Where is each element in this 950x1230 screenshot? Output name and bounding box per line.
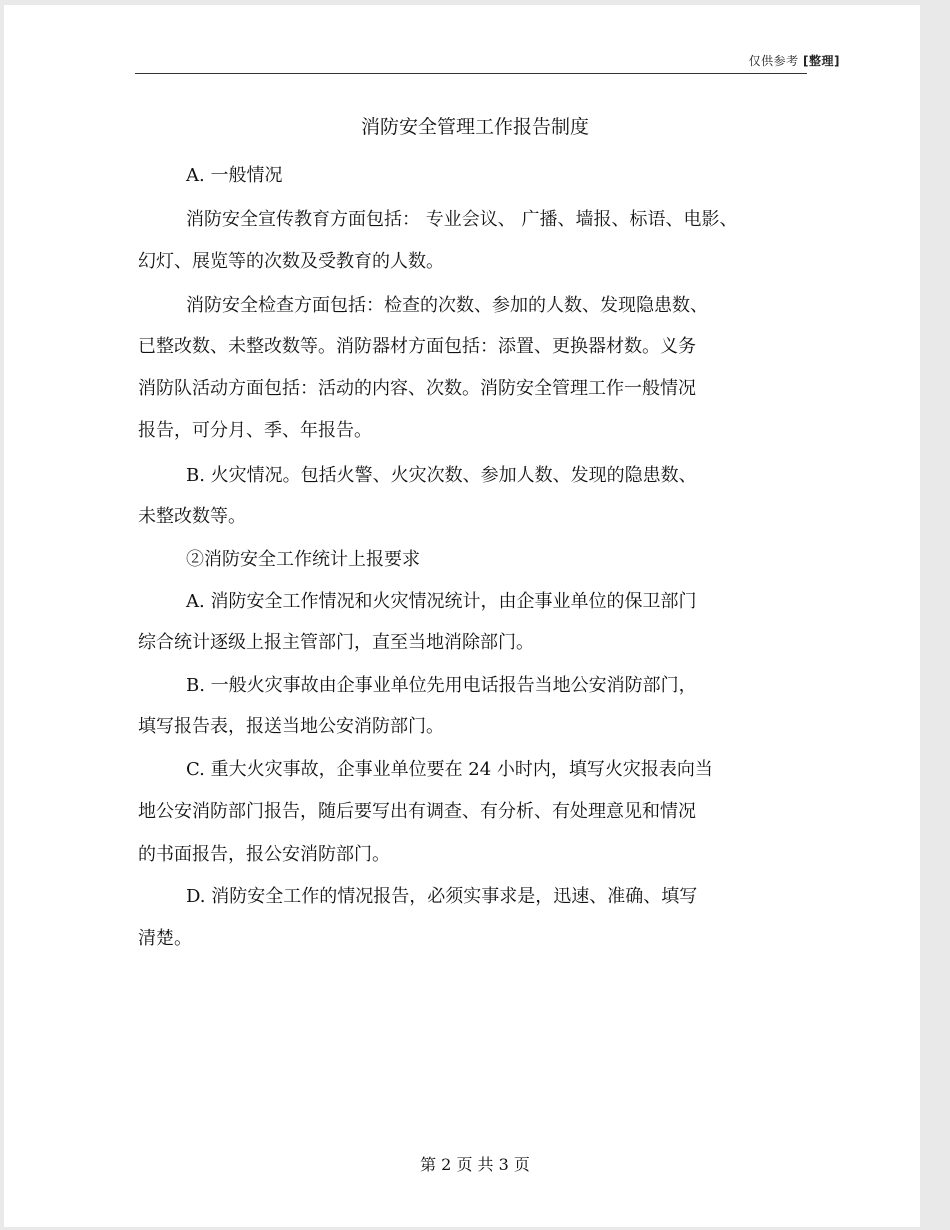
- paragraph-line: 未整改数等。: [138, 506, 246, 527]
- paragraph-line: C. 重大火灾事故，企事业单位要在 24 小时内，填写火灾报表向当: [186, 759, 713, 780]
- paragraph-line: D. 消防安全工作的情况报告，必须实事求是，迅速、准确、填写: [186, 886, 698, 907]
- paragraph-line: 幻灯、展览等的次数及受教育的人数。: [138, 251, 444, 272]
- document-page: [4, 5, 920, 1227]
- header-note-text: 仅供参考: [748, 54, 799, 68]
- paragraph-line: B. 一般火灾事故由企事业单位先用电话报告当地公安消防部门，: [186, 675, 697, 696]
- paragraph-line: B. 火灾情况。包括火警、火灾次数、参加人数、发现的隐患数、: [186, 465, 697, 486]
- document-title: 消防安全管理工作报告制度: [360, 116, 589, 138]
- paragraph-line: 消防安全检查方面包括：检查的次数、参加的人数、发现隐患数、: [186, 295, 708, 316]
- header-note-tag: [整理]: [803, 54, 840, 68]
- section-heading-2: ②消防安全工作统计上报要求: [186, 549, 420, 570]
- paragraph-line: 已整改数、未整改数等。消防器材方面包括：添置、更换器材数。义务: [138, 336, 696, 357]
- paragraph-line: 填写报告表，报送当地公安消防部门。: [138, 716, 444, 737]
- paragraph-line: 报告，可分月、季、年报告。: [138, 420, 372, 441]
- paragraph-line: 消防安全宣传教育方面包括： 专业会议、 广播、墙报、标语、电影、: [186, 209, 738, 230]
- paragraph-line: 消防队活动方面包括：活动的内容、次数。消防安全管理工作一般情况: [138, 378, 696, 399]
- paragraph-line: A. 消防安全工作情况和火灾情况统计，由企事业单位的保卫部门: [186, 591, 697, 612]
- page-footer: 第 2 页 共 3 页: [420, 1155, 530, 1174]
- header-rule: [135, 73, 807, 74]
- paragraph-line: 地公安消防部门报告，随后要写出有调查、有分析、有处理意见和情况: [138, 801, 696, 822]
- section-heading-a: A. 一般情况: [186, 165, 283, 186]
- paragraph-line: 的书面报告，报公安消防部门。: [138, 844, 390, 865]
- paragraph-line: 综合统计逐级上报主管部门，直至当地消除部门。: [138, 632, 534, 653]
- paragraph-line: 清楚。: [138, 928, 192, 949]
- header-note: [749, 52, 840, 69]
